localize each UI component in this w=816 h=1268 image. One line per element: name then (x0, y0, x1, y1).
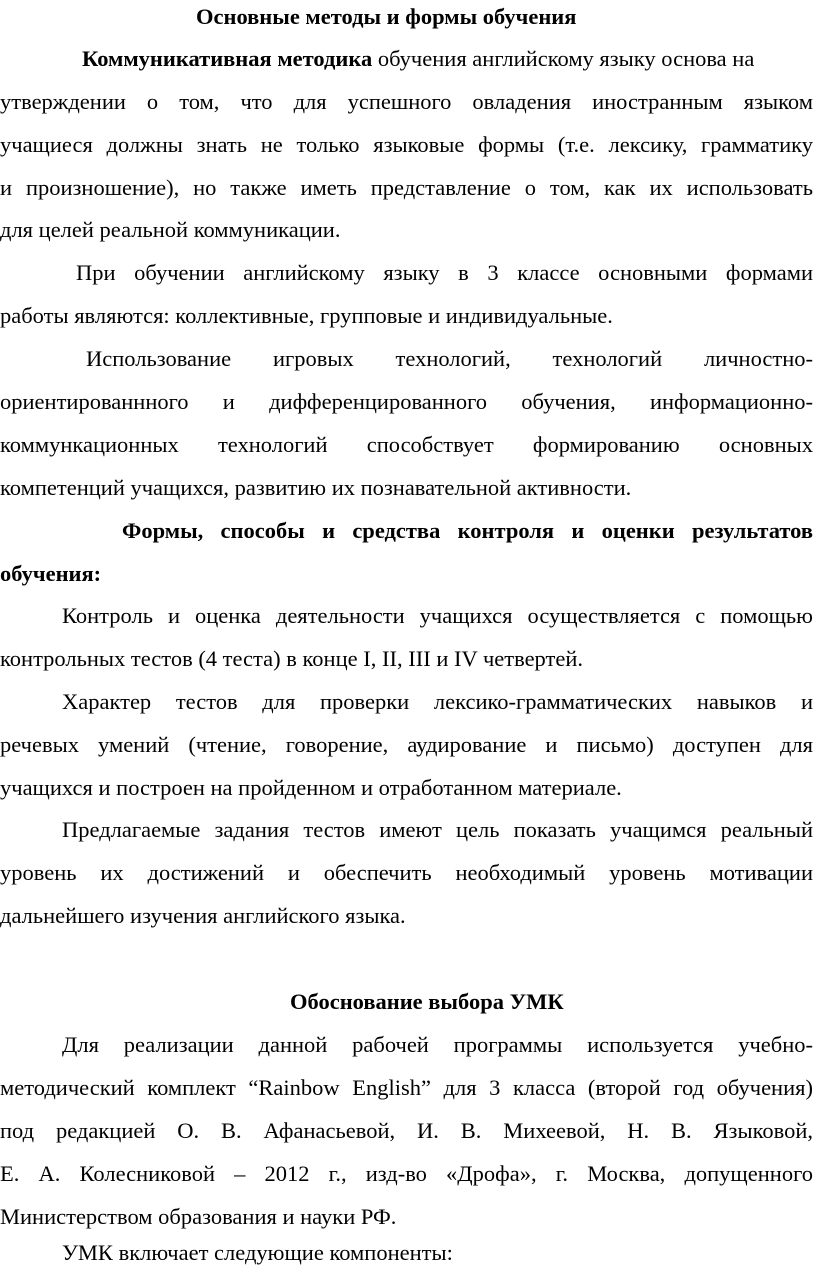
paragraph-line: методический комплект “Rainbow English” для 3 класса (второй год обучения) (0, 1075, 813, 1100)
paragraph-line: Характер тестов для проверки лексико-грамматических навыков и (62, 689, 813, 714)
term-communicative-method: Коммуникативная методика (82, 46, 373, 71)
paragraph-line: Для реализации данной рабочей программы используется учебно- (62, 1032, 813, 1057)
paragraph-line: работы являются: коллективные, групповые и индивидуальные. (0, 303, 613, 328)
paragraph-line: для целей реальной коммуникации. (0, 217, 341, 242)
paragraph-text: обучения английскому языку основа на (377, 46, 755, 71)
paragraph-line: Министерством образования и науки РФ. (0, 1204, 397, 1229)
paragraph-line: Е. А. Колесниковой – 2012 г., изд-во «Дрофа», г. Москва, допущенного (0, 1161, 813, 1186)
paragraph-line: дальнейшего изучения английского языка. (0, 903, 406, 928)
paragraph-communicative-line1 (82, 44, 813, 74)
section-title-control-cont: обучения: (0, 561, 102, 586)
paragraph-line: При обучении английскому языку в 3 классе основными формами (76, 260, 813, 285)
section-title-umk: Обоснование выбора УМК (290, 989, 564, 1014)
paragraph-line: учащихся и построен на пройденном и отработанном материале. (0, 775, 622, 800)
paragraph-line: Контроль и оценка деятельности учащихся осуществляется с помощью (62, 603, 813, 628)
paragraph-line: учащиеся должны знать не только языковые формы (т.е. лексику, грамматику (0, 132, 813, 157)
paragraph-line: Предлагаемые задания тестов имеют цель показать учащимся реальный (62, 817, 813, 842)
paragraph-line: Использование игровых технологий, технологий личностно- (86, 346, 813, 371)
paragraph-line: УМК включает следующие компоненты: (62, 1240, 453, 1265)
paragraph-line: утверждении о том, что для успешного овладения иностранным языком (0, 89, 813, 114)
paragraph-line: компетенций учащихся, развитию их познавательной активности. (0, 475, 632, 500)
paragraph-line: уровень их достижений и обеспечить необходимый уровень мотивации (0, 860, 813, 885)
paragraph-line: коммункационных технологий способствует формированию основных (0, 432, 813, 457)
section-title-control: Формы, способы и средства контроля и оценки результатов (122, 518, 813, 543)
paragraph-line: речевых умений (чтение, говорение, аудирование и письмо) доступен для (0, 732, 813, 757)
paragraph-line: контрольных тестов (4 теста) в конце I, II, III и IV четвертей. (0, 646, 584, 671)
paragraph-line: ориентированнного и дифференцированного обучения, информационно- (0, 389, 813, 414)
paragraph-line: и произношение), но также иметь представление о том, как их использовать (0, 175, 813, 200)
paragraph-line: под редакцией О. В. Афанасьевой, И. В. Михеевой, Н. В. Языковой, (0, 1118, 813, 1143)
section-title-methods: Основные методы и формы обучения (196, 4, 577, 29)
